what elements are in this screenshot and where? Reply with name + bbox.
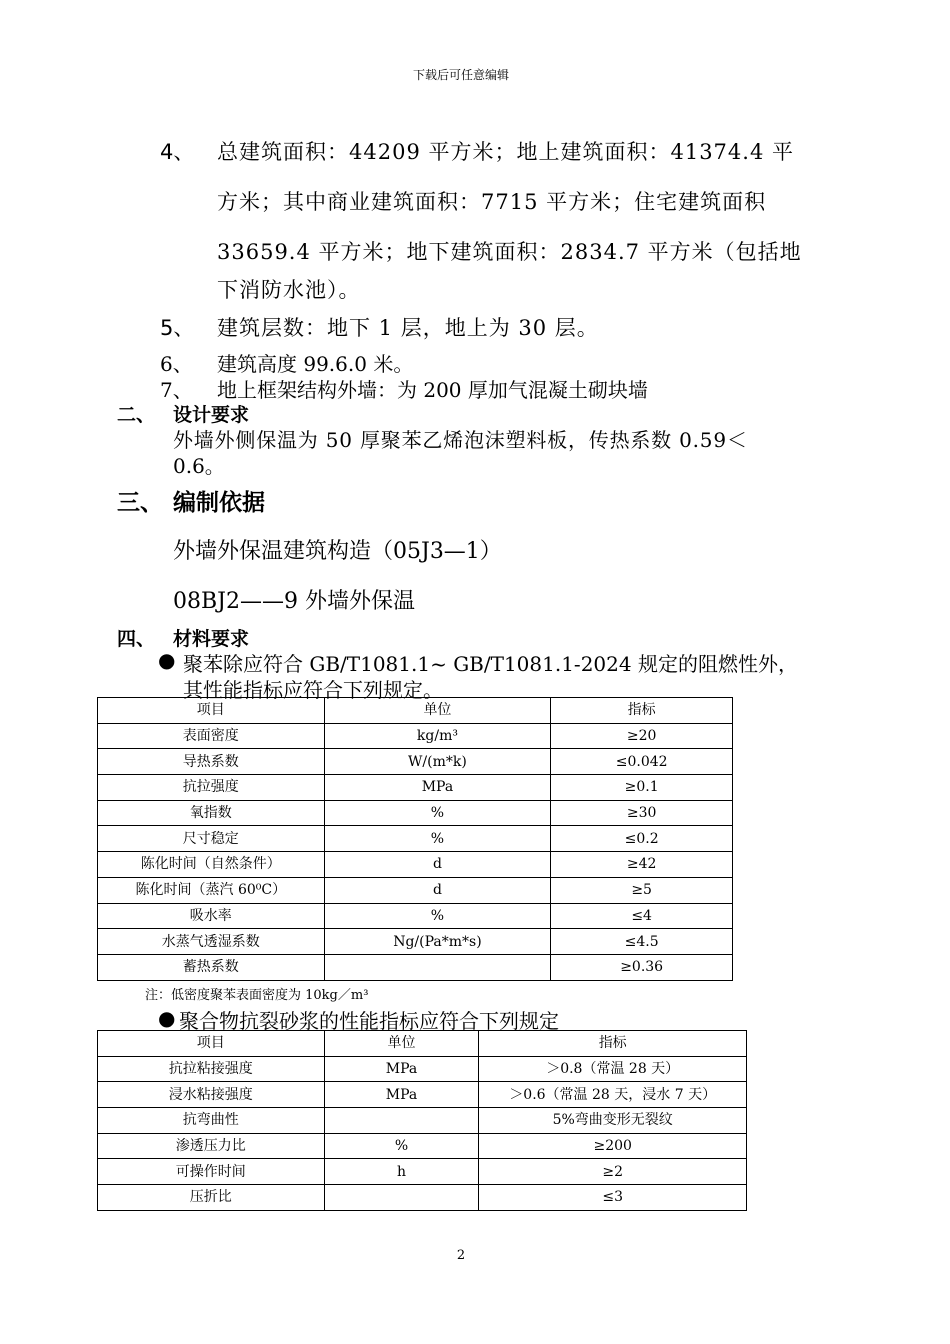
- table-cell: 渗透压力比: [98, 1133, 325, 1159]
- table-cell: 氧指数: [98, 800, 325, 826]
- table-row: [98, 954, 733, 980]
- bullet-icon: ●: [158, 1006, 176, 1030]
- table-header-row: [98, 698, 733, 724]
- table-row: [98, 1082, 747, 1108]
- table-row: [98, 749, 733, 775]
- table-cell: ≤0.042: [551, 749, 733, 775]
- table-cell: 陈化时间（自然条件）: [98, 852, 325, 878]
- table-row: [98, 1159, 747, 1185]
- table-cell: d: [324, 877, 551, 903]
- table-cell: ≥42: [551, 852, 733, 878]
- table-row: [98, 929, 733, 955]
- table-cell: ≤3: [479, 1185, 747, 1211]
- item-text-line: 下消防水池）。: [217, 278, 361, 302]
- table-cell: ＞0.8（常温 28 天）: [479, 1056, 747, 1082]
- table-cell: 可操作时间: [98, 1159, 325, 1185]
- table-cell: MPa: [324, 1056, 479, 1082]
- table-cell: %: [324, 903, 551, 929]
- table-row: [98, 826, 733, 852]
- table-cell: 水蒸气透湿系数: [98, 929, 325, 955]
- table-cell: ＞0.6（常温 28 天，浸水 7 天）: [479, 1082, 747, 1108]
- table-cell: [324, 1185, 479, 1211]
- column-header: 项目: [98, 1031, 325, 1057]
- section-title: 编制依据: [173, 490, 265, 516]
- table-note: 注：低密度聚苯表面密度为 10kg／m³: [145, 988, 369, 1003]
- table-cell: 浸水粘接强度: [98, 1082, 325, 1108]
- table-row: [98, 1133, 747, 1159]
- reference-item: 外墙外保温建筑构造（05J3—1）: [173, 539, 502, 564]
- table-cell: 抗拉强度: [98, 775, 325, 801]
- polystyrene-spec-table: [97, 697, 733, 981]
- item-text-line: 33659.4 平方米；地下建筑面积：2834.7 平方米（包括地: [217, 240, 802, 264]
- section-text-line: 外墙外侧保温为 50 厚聚苯乙烯泡沫塑料板，传热系数 0.59＜: [173, 428, 748, 452]
- table-row: [98, 1108, 747, 1134]
- table-cell: ≥0.36: [551, 954, 733, 980]
- table-cell: 表面密度: [98, 723, 325, 749]
- table-cell: 5%弯曲变形无裂纹: [479, 1108, 747, 1134]
- table-cell: ≥20: [551, 723, 733, 749]
- table-cell: ≥200: [479, 1133, 747, 1159]
- page-number: 2: [456, 1248, 466, 1263]
- table-cell: %: [324, 826, 551, 852]
- table-cell: h: [324, 1159, 479, 1185]
- table-row: [98, 852, 733, 878]
- table-cell: 导热系数: [98, 749, 325, 775]
- item-number: 4、: [160, 140, 195, 164]
- item-text: 地上框架结构外墙：为 200 厚加气混凝土砌块墙: [217, 378, 648, 402]
- page-header: 下载后可任意编辑: [412, 68, 509, 82]
- table-cell: 吸水率: [98, 903, 325, 929]
- column-header: 项目: [98, 698, 325, 724]
- item-number: 5、: [160, 316, 195, 340]
- item-text: 建筑层数：地下 1 层，地上为 30 层。: [217, 316, 599, 340]
- section-number: 二、: [117, 404, 156, 426]
- table-cell: d: [324, 852, 551, 878]
- table-row: [98, 903, 733, 929]
- table-cell: ≥30: [551, 800, 733, 826]
- table-cell: 陈化时间（蒸汽 60⁰C）: [98, 877, 325, 903]
- section-title: 材料要求: [173, 628, 250, 650]
- table-row: [98, 1056, 747, 1082]
- table-cell: [324, 1108, 479, 1134]
- item-text: 建筑高度 99.6.0 米。: [217, 352, 414, 376]
- bullet-text: 聚合物抗裂砂浆的性能指标应符合下列规定: [179, 1009, 559, 1033]
- table-cell: ≥2: [479, 1159, 747, 1185]
- column-header: 单位: [324, 1031, 479, 1057]
- item-text-line: 总建筑面积：44209 平方米；地上建筑面积：41374.4 平: [217, 140, 794, 164]
- table-cell: MPa: [324, 775, 551, 801]
- table-cell: MPa: [324, 1082, 479, 1108]
- table-cell: 蓄热系数: [98, 954, 325, 980]
- section-title: 设计要求: [173, 404, 250, 426]
- table-row: [98, 775, 733, 801]
- column-header: 单位: [324, 698, 551, 724]
- item-text-line: 方米；其中商业建筑面积：7715 平方米；住宅建筑面积: [217, 190, 767, 214]
- table-header-row: [98, 1031, 747, 1057]
- section-text-line: 0.6。: [173, 454, 225, 478]
- table-cell: Ng/(Pa*m*s): [324, 929, 551, 955]
- table-cell: %: [324, 1133, 479, 1159]
- section-number: 四、: [117, 628, 156, 650]
- section-number: 三、: [117, 490, 163, 516]
- table-cell: ≥0.1: [551, 775, 733, 801]
- table-cell: [324, 954, 551, 980]
- table-cell: 压折比: [98, 1185, 325, 1211]
- table-row: [98, 1185, 747, 1211]
- bullet-icon: ●: [158, 648, 176, 672]
- reference-item: 08BJ2——9 外墙外保温: [173, 589, 415, 614]
- table-row: [98, 800, 733, 826]
- table-cell: ≤4.5: [551, 929, 733, 955]
- table-cell: %: [324, 800, 551, 826]
- mortar-spec-table: [97, 1030, 747, 1211]
- item-number: 6、: [160, 352, 193, 376]
- bullet-text-line: 聚苯除应符合 GB/T1081.1~ GB/T1081.1-2024 规定的阻燃性外，: [183, 652, 798, 676]
- table-cell: W/(m*k): [324, 749, 551, 775]
- bullet-text-line: 其性能指标应符合下列规定。: [183, 678, 443, 702]
- table-row: [98, 877, 733, 903]
- table-cell: 抗弯曲性: [98, 1108, 325, 1134]
- table-cell: 抗拉粘接强度: [98, 1056, 325, 1082]
- table-cell: ≤4: [551, 903, 733, 929]
- table-cell: ≤0.2: [551, 826, 733, 852]
- table-cell: kg/m³: [324, 723, 551, 749]
- item-number: 7、: [160, 378, 193, 402]
- table-cell: ≥5: [551, 877, 733, 903]
- table-row: [98, 723, 733, 749]
- table-cell: 尺寸稳定: [98, 826, 325, 852]
- column-header: 指标: [551, 698, 733, 724]
- column-header: 指标: [479, 1031, 747, 1057]
